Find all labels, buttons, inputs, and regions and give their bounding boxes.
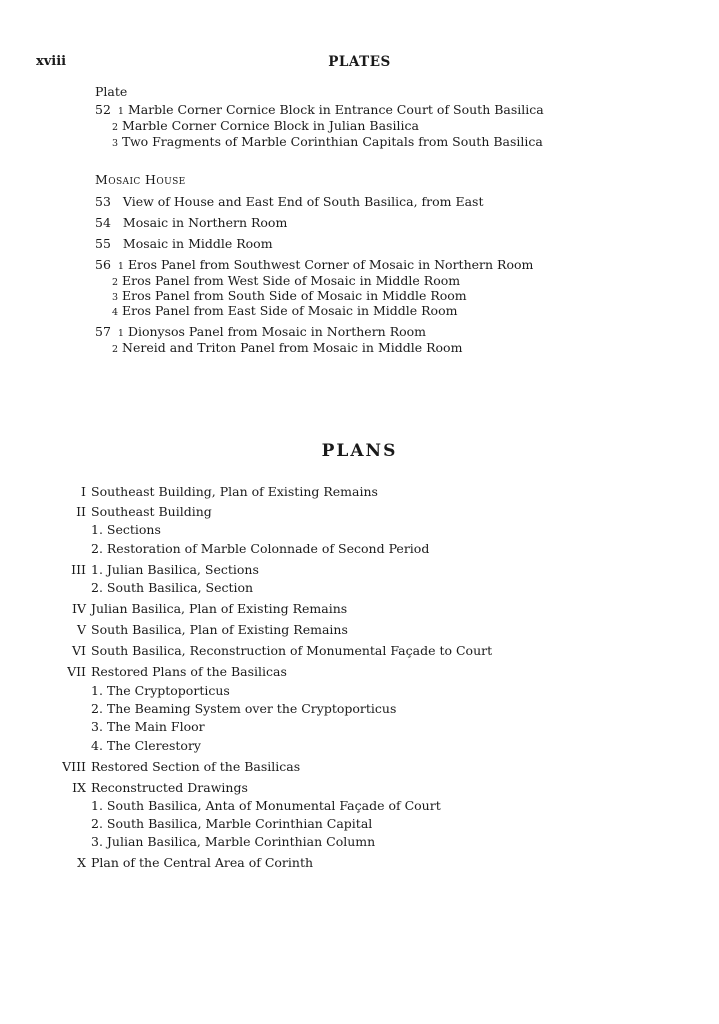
plan-caption: 1. Sections — [91, 522, 161, 537]
roman-numeral: IX — [72, 780, 86, 795]
plan-caption: 4. The Clerestory — [91, 738, 201, 753]
plate-caption: Eros Panel from East Side of Mosaic in Middle Room — [122, 303, 458, 318]
plate-caption: Eros Panel from Southwest Corner of Mosaic in Northern Room — [127, 257, 534, 272]
plate-caption: Dionysos Panel from Mosaic in Northern Room — [127, 324, 427, 339]
roman-numeral: I — [81, 484, 86, 499]
plate-caption: Mosaic in Middle Room — [122, 236, 273, 251]
plate-caption: Eros Panel from South Side of Mosaic in Middle Room — [122, 288, 467, 303]
plate-57-item-2 — [112, 340, 462, 358]
plate-number: 55 — [95, 236, 111, 251]
roman-numeral: III — [71, 562, 86, 577]
plan-caption: South Basilica, Reconstruction of Monumental Façade to Court — [91, 643, 493, 658]
running-title: PLATES — [328, 54, 391, 70]
sub-number: 3 — [112, 138, 119, 149]
plate-caption: Eros Panel from West Side of Mosaic in Middle Room — [122, 273, 461, 288]
plate-caption: View of House and East End of South Basilica, from East — [122, 194, 484, 209]
plate-caption: Marble Corner Cornice Block in Entrance Court of South Basilica — [127, 102, 544, 117]
plate-56-item-4 — [112, 303, 457, 321]
plate-52-item-3 — [112, 134, 543, 152]
plate-caption: Marble Corner Cornice Block in Julian Basilica — [122, 118, 419, 133]
plan-caption: Reconstructed Drawings — [91, 780, 248, 795]
sub-number: 4 — [112, 307, 119, 318]
sub-number: 2 — [112, 277, 119, 288]
plan-caption: 1. Julian Basilica, Sections — [91, 562, 259, 577]
plate-caption: Two Fragments of Marble Corinthian Capitals from South Basilica — [122, 134, 543, 149]
roman-numeral: VI — [72, 643, 86, 658]
plan-caption: Southeast Building, Plan of Existing Remains — [91, 484, 378, 499]
sub-number: 1 — [117, 328, 124, 339]
roman-numeral: II — [76, 504, 86, 519]
roman-numeral: IV — [72, 601, 86, 616]
plan-caption: Restored Plans of the Basilicas — [91, 664, 287, 679]
plan-caption: 1. The Cryptoporticus — [91, 683, 230, 698]
plate-caption: Nereid and Triton Panel from Mosaic in Middle Room — [122, 340, 463, 355]
plan-caption: 2. South Basilica, Section — [91, 580, 254, 595]
sub-number: 1 — [117, 261, 124, 272]
sub-number: 2 — [112, 122, 119, 133]
plan-caption: 2. South Basilica, Marble Corinthian Capital — [91, 816, 373, 831]
page-number: xviii — [36, 54, 67, 69]
plate-column-label: Plate — [95, 84, 128, 99]
plan-caption: South Basilica, Plan of Existing Remains — [91, 622, 348, 637]
plate-number: 56 — [95, 257, 111, 272]
plate-number: 57 — [95, 324, 111, 339]
plate-number: 53 — [95, 194, 111, 209]
plan-caption: Julian Basilica, Plan of Existing Remains — [91, 601, 348, 616]
plate-53 — [95, 194, 484, 210]
sub-number: 1 — [117, 106, 124, 117]
roman-numeral: VIII — [62, 759, 86, 774]
plate-number: 52 — [95, 102, 111, 117]
plate-caption: Mosaic in Northern Room — [122, 215, 288, 230]
roman-numeral: VII — [67, 664, 86, 679]
plan-caption: 2. Restoration of Marble Colonnade of Second Period — [91, 541, 430, 556]
plan-caption: 3. The Main Floor — [91, 719, 205, 734]
plan-caption: 1. South Basilica, Anta of Monumental Façade of Court — [91, 798, 441, 813]
plan-caption: Restored Section of the Basilicas — [91, 759, 301, 774]
section-heading: Mosaic House — [95, 172, 186, 187]
roman-numeral: V — [76, 622, 86, 637]
plan-caption: 2. The Beaming System over the Cryptoporticus — [91, 701, 397, 716]
plate-54 — [95, 215, 287, 231]
roman-numeral: X — [77, 855, 86, 870]
plate-number: 54 — [95, 215, 111, 230]
plan-caption: Southeast Building — [91, 504, 212, 519]
sub-number: 2 — [112, 344, 119, 355]
plans-heading: PLANS — [321, 441, 398, 461]
sub-number: 3 — [112, 292, 119, 303]
plate-55 — [95, 236, 273, 252]
plan-caption: Plan of the Central Area of Corinth — [91, 855, 314, 870]
plan-caption: 3. Julian Basilica, Marble Corinthian Column — [91, 834, 376, 849]
